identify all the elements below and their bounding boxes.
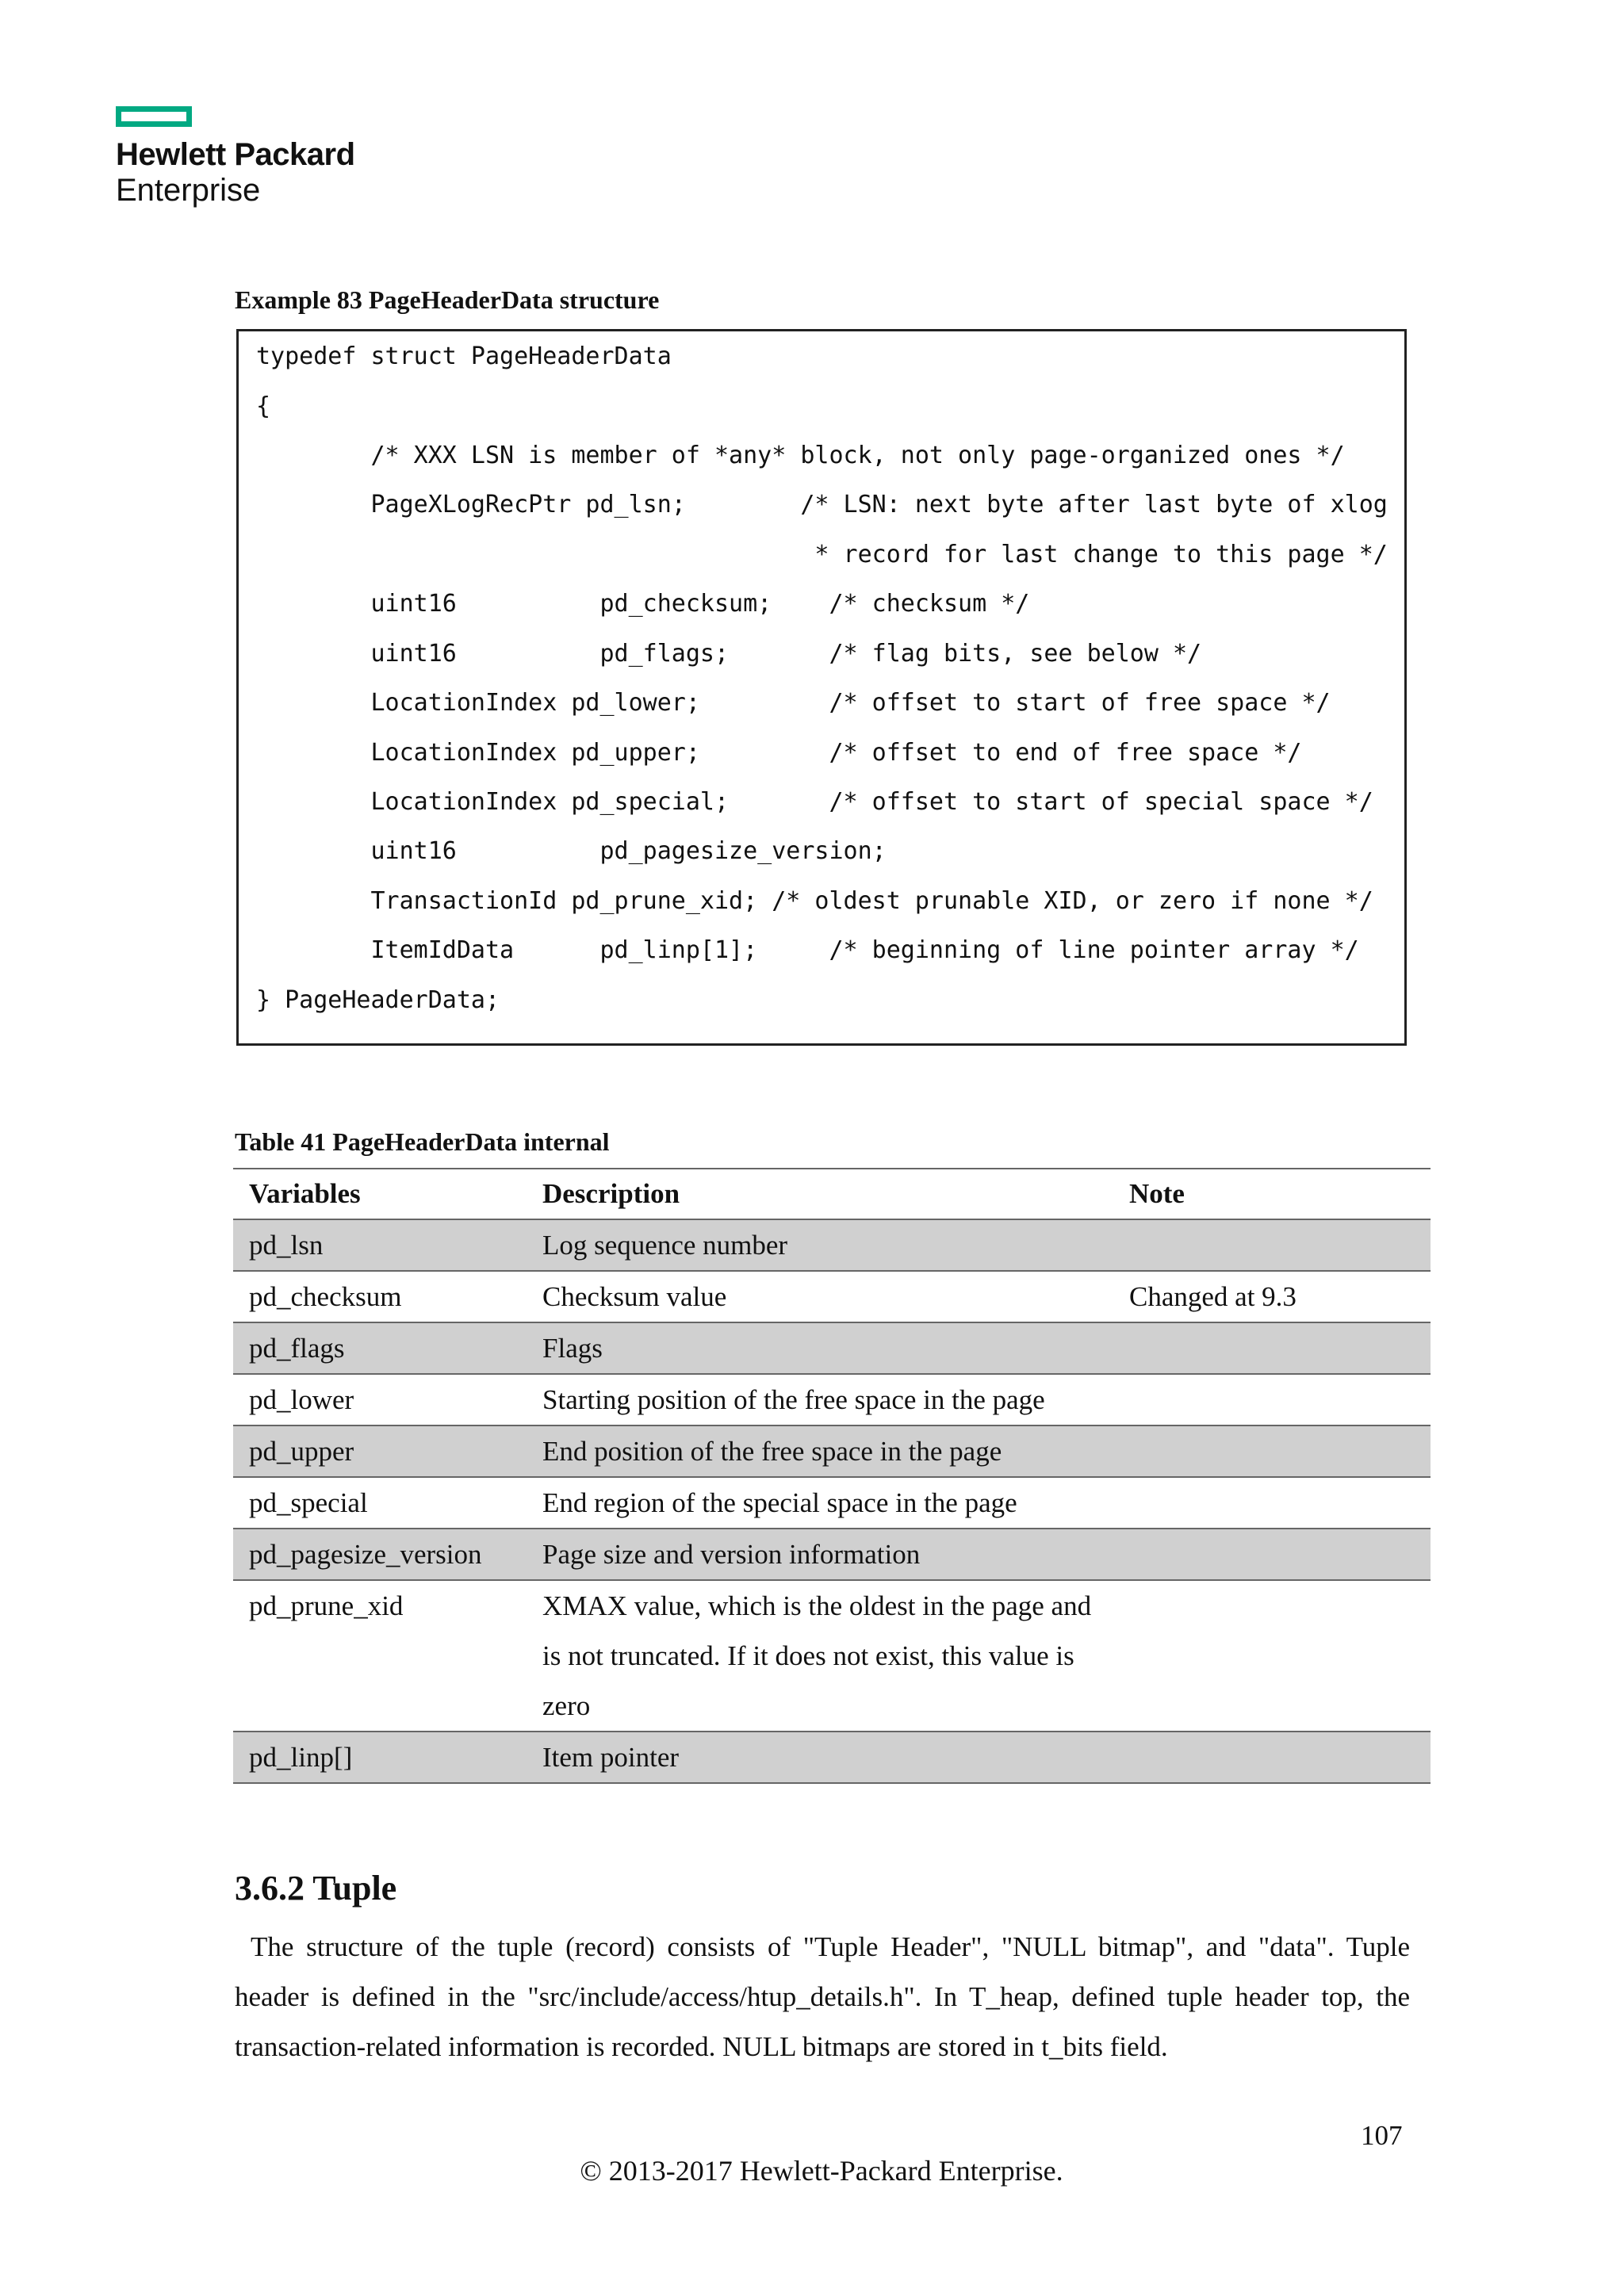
description-line: zero (542, 1690, 591, 1721)
table-header-row (233, 1169, 1431, 1219)
cell-variable: pd_special (233, 1477, 527, 1529)
code-line: LocationIndex pd_lower; /* offset to start of free space */ (256, 689, 1331, 717)
table-row (233, 1322, 1431, 1374)
code-line: PageXLogRecPtr pd_lsn; /* LSN: next byte after last byte of xlog (256, 491, 1388, 519)
code-line: uint16 pd_pagesize_version; (256, 837, 887, 865)
example-caption: Example 83 PageHeaderData structure (235, 285, 660, 314)
column-header-note: Note (1113, 1169, 1431, 1219)
cell-note (1113, 1580, 1431, 1732)
table-caption: Table 41 PageHeaderData internal (235, 1127, 610, 1156)
table-row (233, 1477, 1431, 1529)
page-number: 107 (1361, 2120, 1403, 2151)
code-line: uint16 pd_checksum; /* checksum */ (256, 590, 1030, 618)
cell-note (1113, 1732, 1431, 1783)
description-line: XMAX value, which is the oldest in the page and (542, 1590, 1092, 1621)
table-row (233, 1219, 1431, 1271)
table-row (233, 1529, 1431, 1580)
code-line: typedef struct PageHeaderData (256, 342, 672, 370)
cell-note: Changed at 9.3 (1113, 1271, 1431, 1322)
cell-variable: pd_checksum (233, 1271, 527, 1322)
cell-note (1113, 1425, 1431, 1477)
cell-description (527, 1580, 1113, 1732)
code-line: LocationIndex pd_upper; /* offset to end of free space */ (256, 739, 1302, 767)
cell-variable: pd_lsn (233, 1219, 527, 1271)
cell-note (1113, 1374, 1431, 1425)
cell-description: Checksum value (527, 1271, 1113, 1322)
table-row (233, 1580, 1431, 1732)
cell-variable: pd_prune_xid (233, 1580, 527, 1732)
cell-note (1113, 1477, 1431, 1529)
cell-note (1113, 1219, 1431, 1271)
code-line: * record for last change to this page */ (256, 541, 1388, 568)
cell-variable: pd_upper (233, 1425, 527, 1477)
logo-bar-icon (116, 106, 192, 127)
cell-description: Log sequence number (527, 1219, 1113, 1271)
copyright-text: © 2013-2017 Hewlett-Packard Enterprise. (580, 2155, 1063, 2187)
section-paragraph: The structure of the tuple (record) consists of "Tuple Header", "NULL bitmap", and "data". Tuple header is defined in the "src/include/access/htup_details.h". In T_heap, defined tuple header top, the transaction-related information is recorded. NULL bitmaps are stored in t_bits field. (235, 1931, 1410, 2062)
code-block (236, 329, 1407, 1046)
code-line: uint16 pd_flags; /* flag bits, see below */ (256, 640, 1202, 668)
copyright-footer (0, 2153, 1624, 2188)
cell-description: Page size and version information (527, 1529, 1113, 1580)
cell-description: Starting position of the free space in the page (527, 1374, 1113, 1425)
code-line: { (256, 392, 271, 420)
logo-text-line2: Enterprise (116, 173, 261, 208)
code-line: ItemIdData pd_linp[1]; /* beginning of line pointer array */ (256, 936, 1359, 964)
description-line: is not truncated. If it does not exist, this value is (542, 1640, 1074, 1671)
cell-description: Item pointer (527, 1732, 1113, 1783)
cell-variable: pd_linp[] (233, 1732, 527, 1783)
cell-description: Flags (527, 1322, 1113, 1374)
cell-description: End region of the special space in the page (527, 1477, 1113, 1529)
column-header-description: Description (527, 1169, 1113, 1219)
code-line: LocationIndex pd_special; /* offset to start of special space */ (256, 788, 1373, 816)
table-row (233, 1732, 1431, 1783)
code-line: /* XXX LSN is member of *any* block, not only page-organized ones */ (256, 442, 1345, 469)
cell-description: End position of the free space in the page (527, 1425, 1113, 1477)
page-header-table (233, 1168, 1431, 1784)
table-row (233, 1374, 1431, 1425)
column-header-variables: Variables (233, 1169, 527, 1219)
section-title: 3.6.2 Tuple (235, 1869, 397, 1908)
cell-variable: pd_flags (233, 1322, 527, 1374)
cell-variable: pd_pagesize_version (233, 1529, 527, 1580)
code-line: } PageHeaderData; (256, 986, 500, 1014)
hpe-logo (116, 106, 355, 208)
code-line: TransactionId pd_prune_xid; /* oldest prunable XID, or zero if none */ (256, 887, 1373, 915)
table-row (233, 1271, 1431, 1322)
cell-variable: pd_lower (233, 1374, 527, 1425)
cell-note (1113, 1529, 1431, 1580)
cell-note (1113, 1322, 1431, 1374)
table-row (233, 1425, 1431, 1477)
logo-text-line1: Hewlett Packard (116, 137, 355, 172)
